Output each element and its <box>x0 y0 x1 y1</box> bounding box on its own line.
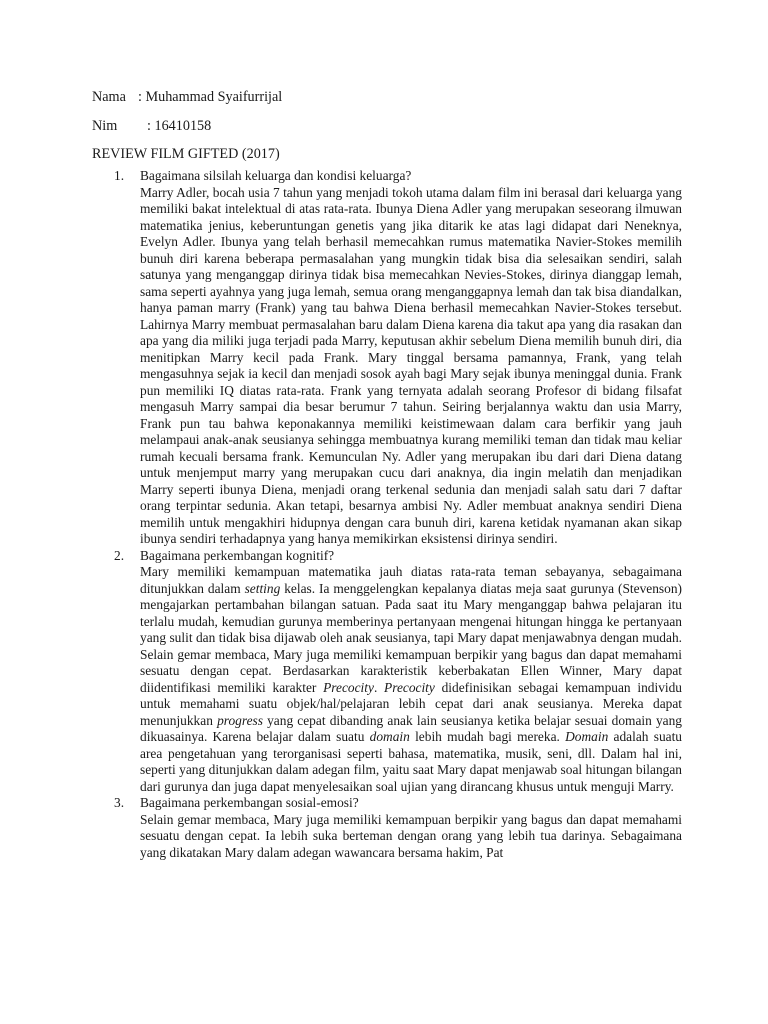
answer-paragraph: Selain gemar membaca, Mary juga memiliki kemampuan berpikir yang bagus dan dapat memahami sesuatu dengan cepat. Ia lebih suka berteman dengan orang yang lebih tua darinya. Sebagaimana yang dikatakan Mary dalam adegan wawancara bersama hakim, Pat <box>140 811 682 860</box>
question-text: Bagaimana perkembangan kognitif? <box>140 547 335 563</box>
text-run: kelas. Ia menggelengkan kepalanya diatas meja saat gurunya (Stevenson) mengajarkan pertambahan bilangan satuan. Pada saat itu Mary menganggap bahwa pelajaran itu terlalu mudah, kemudian gurunya memberinya pertanyaan mengenai hitungan hingga ke pertanyaan yang sulit dan tidak bisa dijawab oleh anak seusianya, tapi Mary dapat menjawabnya dengan mudah. Selain gemar membaca, Mary juga memiliki kemampuan berpikir yang bagus dan dapat memahami sesuatu dengan cepat. Berdasarkan karakteristik keberbakatan Ellen Winner, Mary dapat diidentifikasi memiliki karakter <box>140 580 682 695</box>
question-text: Bagaimana perkembangan sosial-emosi? <box>140 795 359 810</box>
list-item <box>92 168 682 548</box>
italic-term: Domain <box>565 729 609 744</box>
text-run: lebih mudah bagi mereka. <box>409 729 566 744</box>
text-run: didefinisikan sebagai kemampuan individu untuk memahami suatu objek/hal/pelajaran lebih cepat dari anak seusianya. Mereka dapat menunjukkan <box>140 679 682 728</box>
text-run: . <box>373 679 385 695</box>
question-list <box>92 168 682 861</box>
document-title: REVIEW FILM GIFTED (2017) <box>92 146 280 162</box>
italic-term: setting <box>244 580 281 596</box>
question-text: Bagaimana silsilah keluarga dan kondisi keluarga? <box>140 168 412 183</box>
name-row <box>92 88 282 106</box>
item-number: 2. <box>114 547 125 563</box>
text-run: yang cepat dibanding anak lain seusianya ketika belajar sesuai domain yang dikuasainya. Karena belajar dalam suatu <box>140 712 682 744</box>
name-value: : Muhammad Syaifurrijal <box>138 89 283 105</box>
italic-term: progress <box>217 712 263 728</box>
text-run: Mary memiliki kemampuan matematika jauh diatas rata-rata teman sebayanya, sebagaimana ditunjukkan dalam <box>140 564 682 596</box>
name-label: Nama <box>92 89 126 105</box>
item-number: 1. <box>114 168 125 183</box>
answer-paragraph <box>140 564 682 795</box>
nim-row <box>92 117 211 135</box>
nim-value: : 16410158 <box>147 118 212 134</box>
list-item <box>92 548 682 796</box>
item-number: 3. <box>114 795 125 810</box>
nim-label: Nim <box>92 118 118 134</box>
list-item <box>92 795 682 861</box>
italic-term: Precocity <box>384 679 435 695</box>
italic-term: domain <box>369 729 410 744</box>
answer-paragraph: Marry Adler, bocah usia 7 tahun yang menjadi tokoh utama dalam film ini berasal dari keluarga yang memiliki bakat intelektual di atas rata-rata. Ibunya Diena Adler yang merupakan seseorang ilmuwan matematika jenius, keberuntungan genetis yang jika ditarik ke atas lagi didapat dari Neneknya, Evelyn Adler. Ibunya yang telah berhasil memecahkan rumus matematika Navier-Stokes memilih bunuh diri karena beberapa permasalahan yang mungkin tidak bisa dia selesaikan sendiri, salah satunya yang menganggap dirinya tidak bisa memecahkan Nevies-Stokes, dirinya dianggap lemah, sama seperti ayahnya yang juga lemah, semua orang menganggapnya lemah dan tak bisa diandalkan, hanya paman marry (Frank) yang tau bahwa Diena berhasil memecahkan Navier-Stokes tersebut. Lahirnya Marry membuat permasalahan baru dalam Diena karena dia takut apa yang dia rasakan dan apa yang dia miliki juga terjadi pada Marry, keputusan akhir sebelum Diena memilih bunuh diri, dia menitipkan Marry kecil pada Frank. Mary tinggal bersama pamannya, Frank, yang telah mengasuhnya sejak ia kecil dan menjadi sosok ayah bagi Mary sejak ibunya meninggal dunia. Frank pun memiliki IQ diatas rata-rata. Frank yang ternyata adalah seorang Profesor di bidang filsafat mengasuh Marry sampai dia besar berumur 7 tahun. Seiring berjalannya waktu dan usia Marry, Frank pun tau bahwa keponakannya memiliki keistimewaan dalam cara berfikir yang jauh melampaui anak-anak seusianya sehingga membuatnya kurang memiliki teman dan tidak mau keliar rumah kecuali bersama frank. Kemunculan Ny. Adler yang merupakan ibu dari dari Diena datang untuk menjemput marry yang merupakan cucu dari anaknya, dia ingin melatih dan menjadikan Marry seperti ibunya Diena, menjadi orang terkenal sedunia dan menjadi salah satu dari 7 daftar orang terpintar sedunia. Akan tetapi, besarnya ambisi Ny. Adler membuat anaknya sendiri Diena memilih untuk mengakhiri hidupnya dengan cara bunuh diri, karena ketidak nyamanan akan sikap ibunya sendiri terhadapnya yang hanya memikirkan eksistensi dirinya sendiri. <box>140 184 682 546</box>
text-run: adalah suatu area pengetahuan yang terorganisasi seperti bahasa, matematika, musik, seni, dll. Dalam hal ini, seperti yang ditunjukkan dalam adegan film, yaitu saat Mary dapat menjawab soal hitungan bilangan dari gurunya dan juga dapat menyelesaikan soal ujian yang dirancang khusus untuk menguji Marry. <box>140 729 682 794</box>
italic-term: Precocity <box>323 679 374 695</box>
